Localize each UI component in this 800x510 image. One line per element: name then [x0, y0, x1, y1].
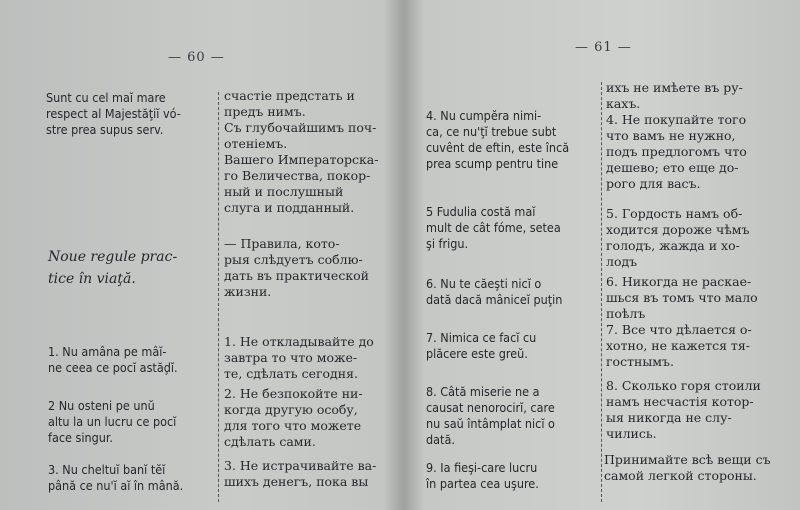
rule-8-romanian: 8. Câtă miserie ne a causat nenorocirĭ, care nu saŭ întâmplat nicĭ o dată. [426, 384, 555, 447]
rule-3-russian: 3. Не истрачивайте ва- шихъ денегъ, пока вы [224, 458, 377, 489]
heading-romanian: Noue regule prac- tice în viaţă. [48, 249, 178, 287]
heading-russian: — Правила, кото- рыя слѣдуетъ соблю- дать въ практической жизни. [224, 236, 369, 299]
rule-4-romanian: 4. Nu cumpĕra nimi- ca, ce nu'ţĭ trebue subt cuvênt de eftin, este încă prea scump pentru tine [426, 108, 570, 171]
page-number: — 60 — [168, 50, 225, 65]
right-page [410, 0, 800, 510]
continuation-russian: ихъ не имѣете въ ру- кахъ. [606, 80, 743, 111]
rule-9-romanian: 9. Ia fieşi-care lucru în partea cea uşure. [426, 460, 539, 491]
rule-2-romanian: 2 Nu osteni pe unŭ altu la un lucru ce pocĭ face singur. [48, 398, 177, 445]
rule-9-russian: Принимайте всѣ вещи съ самой легкой стороны. [604, 452, 771, 483]
rule-7-romanian: 7. Nimica ce facĭ cu plăcere este greŭ. [426, 330, 537, 361]
rule-4-russian: 4. Не покупайте того что вамъ не нужно, подъ предлогомъ что дешево; ето еще до- рого для васъ. [606, 112, 747, 191]
rule-1-romanian: 1. Nu amâna pe mâĭ- ne ceea ce pocĭ astăḑĭ. [48, 344, 178, 375]
rule-8-russian: 8. Сколько горя стоили намъ несчастія котор- ыя никогда не слу- чились. [606, 378, 761, 441]
column-divider [601, 82, 602, 502]
rule-1-russian: 1. Не откладывайте до завтра то что може- те, сдѣлать сегодня. [224, 334, 374, 381]
rule-7-russian: 7. Все что дѣлается о- хотно, не кажется тя- гостнымъ. [606, 322, 752, 369]
rule-5-romanian: 5 Fudulia costă maĭ mult de cât fóme, setea şi frigu. [426, 204, 561, 251]
rule-5-russian: 5. Гордость намъ об- ходится дороже чѣмъ голодъ, жажда и хо- лодъ [606, 206, 750, 269]
rule-6-russian: 6. Никогда не раскае- шься въ томъ что мало поѣлъ [606, 274, 758, 321]
rule-2-russian: 2. Не безпокойте ни- когда другую особу, для того что можете сдѣлать сами. [224, 386, 363, 449]
page-number: — 61 — [575, 40, 632, 55]
rule-3-romanian: 3. Nu cheltuĭ banĭ tĕĭ până ce nu'ĭ aĭ în mână. [48, 462, 184, 493]
column-divider [218, 92, 219, 502]
closing-romanian: Sunt cu cel maĭ mare respect al Majestăţiĭ vó- stre prea supus serv. [46, 90, 181, 137]
closing-russian: счастіе предстать и предъ нимъ. Съ глубочайшимъ поч- отеніемъ. Вашего Императорска- го Величества, покор- ный и послушный слуга и подданный. [224, 88, 379, 215]
rule-6-romanian: 6. Nu te căeşti nicĭ o dată dacă mâniceĭ puţin [426, 276, 563, 307]
